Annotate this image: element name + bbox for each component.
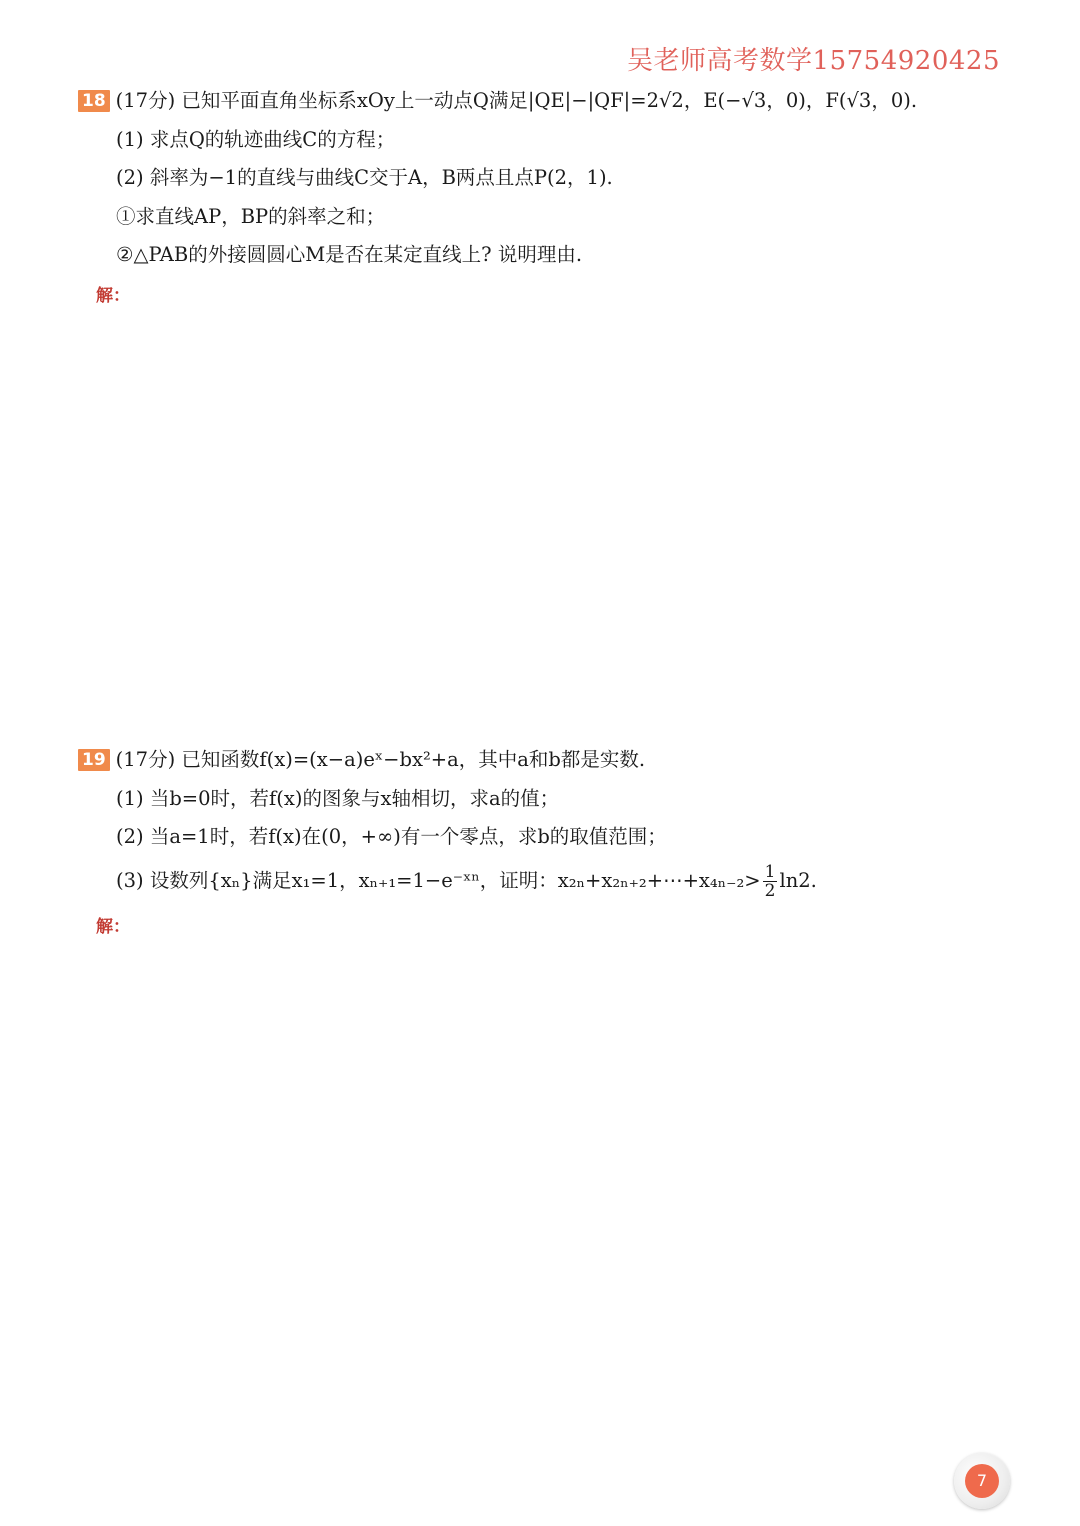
problem-stem: (17分) 已知函数f(x)=(x−a)eˣ−bx²+a，其中a和b都是实数. xyxy=(115,748,646,771)
problem-part: ①求直线AP，BP的斜率之和； xyxy=(116,204,386,228)
problem-part-3-tail: ln2. xyxy=(779,868,817,892)
watermark: 吴老师高考数学15754920425 xyxy=(627,46,1000,76)
problem-part: (2) 当a=1时，若f(x)在(0，+∞)有一个零点，求b的取值范围； xyxy=(116,825,667,848)
problem-18 xyxy=(78,88,1018,306)
problem-part: (1) 当b=0时，若f(x)的图象与x轴相切，求a的值； xyxy=(116,786,560,810)
problem-19-stem-line xyxy=(78,747,1018,773)
answer-label: 解： xyxy=(96,917,130,937)
problem-part: (2) 斜率为−1的直线与曲线C交于A，B两点且点P(2，1). xyxy=(116,166,613,189)
problem-19 xyxy=(78,747,1018,937)
fraction-numerator: 1 xyxy=(764,861,776,882)
fraction-one-half xyxy=(763,863,778,900)
problem-18-stem-line xyxy=(78,88,1018,114)
problem-number-badge: 18 xyxy=(78,90,110,112)
page-number: 7 xyxy=(965,1464,999,1498)
fraction-denominator: 2 xyxy=(764,880,776,901)
problem-stem: (17分) 已知平面直角坐标系xOy上一动点Q满足|QE|−|QF|=2√2，E(−√3，0)，F(√3，0). xyxy=(115,89,918,112)
problem-part: (1) 求点Q的轨迹曲线C的方程； xyxy=(116,127,396,151)
problem-part-3-text: (3) 设数列{xₙ}满足x₁=1，xₙ₊₁=1−e⁻ˣⁿ，证明：x₂ₙ+x₂ₙ₊₂+⋯+x₄ₙ₋₂> xyxy=(116,868,761,892)
page-number-badge xyxy=(954,1453,1010,1509)
answer-label: 解： xyxy=(96,285,130,306)
problem-number-badge: 19 xyxy=(78,749,110,771)
problem-part-3 xyxy=(78,863,1018,900)
problem-part: ②△PAB的外接圆圆心M是否在某定直线上? 说明理由. xyxy=(116,243,583,266)
